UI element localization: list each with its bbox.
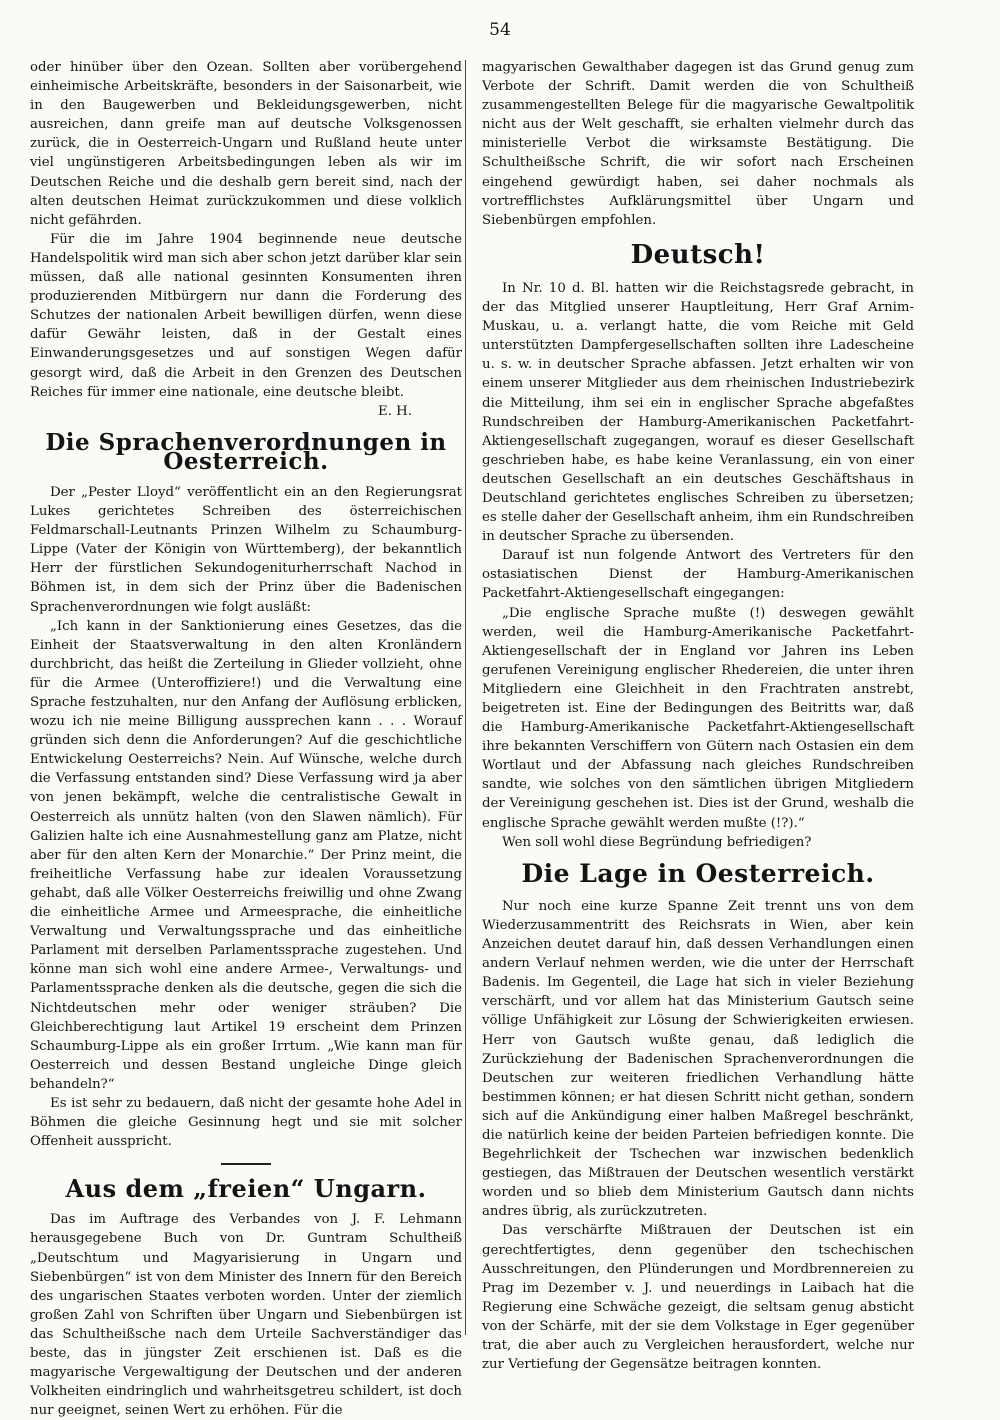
article-title-ungarn: Aus dem „freien“ Ungarn. — [65, 1174, 427, 1204]
intro-paragraph-2: Für die im Jahre 1904 beginnende neue deutsche Handelspolitik wird man sich aber schon jetzt darüber klar sein müssen, daß alle national gesinnten Konsumenten ihren produzierenden Mitbürgern nur dann die Forderung des Schutzes der nationalen Arbeit bewilligen dürfen, wenn diese dafür Gewähr leisten, daß in der Gestalt eines Einwanderungsgesetzes und auf sonstigen Wegen dafür gesorgt wird, daß die Arbeit in den Grenzen des Deutschen Reiches für immer eine nationale, eine deutsche bleibt. — [30, 231, 462, 400]
sprach-paragraph-3: Es ist sehr zu bedauern, daß nicht der gesamte hohe Adel in Böhmen die gleiche Gesinnung hegt und sie mit solcher Offenheit ausspricht. — [30, 1095, 462, 1150]
column-divider — [465, 60, 466, 1335]
right-column — [482, 58, 914, 1374]
intro-signature: E. H. — [378, 403, 412, 419]
sprach-paragraph-2: „Ich kann in der Sanktionierung eines Gesetzes, das die Einheit der Staatsverwaltung in den alten Kronländern durchbricht, das heißt die Zerteilung in Glieder vollzieht, ohne für die Armee (Unteroffiziere!) und die Verwaltung eine Sprache festzuhalten, nur den Anfang der Auflösung erblicken, wozu ich nie meine Billigung aussprechen kann . . . Worauf gründen sich denn die Anforderungen? Auf die geschichtliche Entwickelung Oesterreichs? Nein. Auf Wünsche, welche durch die Verfassung entstanden sind? Diese Verfassung wird ja aber von jenen bekämpft, welche die centralistische Gewalt in Oesterreich als unnütz halten (von den Slawen nämlich). Für Galizien halte ich eine Ausnahmestellung ganz am Platze, nicht aber für den alten Kern der Monarchie.“ Der Prinz meint, die freiheitliche Verfassung habe zur idealen Voraussetzung gehabt, daß alle Völker Oesterreichs freiwillig und ohne Zwang die einheitliche Armee und Armeesprache, die einheitliche Verwaltung und Verwaltungssprache und das einheitliche Parlament mit derselben Parlamentssprache zugestehen. Und könne man sich wohl eine andere Armee-, Verwaltungs- und Parlamentssprache denken als die deutsche, gegen die sich die Nichtdeutschen mehr oder weniger sträuben? Die Gleichberechtigung laut Artikel 19 erscheint dem Prinzen Schaumburg-Lippe als ein großer Irrtum. „Wie kann man für Oesterreich und dessen Bestand ungleiche Dinge gleich behandeln?“ — [30, 618, 462, 1092]
left-column — [30, 58, 462, 1420]
lage-paragraph-2: Das verschärfte Mißtrauen der Deutschen ist ein gerechtfertigtes, denn gegenüber den tschechischen Ausschreitungen, den Plünderungen und Mordbrennereien zu Prag im Dezember v. J. und neuerdings in Laibach hat die Regierung eine Schwäche gezeigt, die seltsam genug absticht von der Schärfe, mit der sie dem Volkstage in Eger gegenüber trat, die aber auch zu Vergleichen herausfordert, welche nur zur Vertiefung der Gegensätze beitragen konnten. — [482, 1223, 914, 1373]
intro-paragraph-1: oder hinüber über den Ozean. Sollten aber vorübergehend einheimische Arbeitskräfte, besonders in der Saisonarbeit, wie in den Baugewerben und Bekleidungsgewerben, nicht ausreichen, dann greife man auf deutsche Volksgenossen zurück, die in Oesterreich-Ungarn und Rußland heute unter viel ungünstigeren Arbeitsbedingungen leben als wir im Deutschen Reiche und die deshalb gern bereit sind, nach der alten deutschen Heimat zurückzukommen und diese volklich nicht gefährden. — [30, 60, 462, 228]
ungarn-continuation: magyarischen Gewalthaber dagegen ist das Grund genug zum Verbote der Schrift. Damit werden die von Schultheiß zusammengestellten Belege für die magyarische Gewaltpolitik nicht aus der Welt geschafft, sie erhalten vielmehr durch das ministerielle Verbot die wirksamste Bestätigung. Die Schultheißsche Schrift, die wir sofort nach Erscheinen eingehend gewürdigt haben, sei daher nochmals als vortrefflichstes Aufklärungsmittel über Ungarn und Siebenbürgen empfohlen. — [482, 60, 914, 228]
deutsch-paragraph-4: Wen soll wohl diese Begründung befriedigen? — [502, 834, 812, 850]
deutsch-paragraph-2: Darauf ist nun folgende Antwort des Vertreters für den ostasiatischen Dienst der Hamburg-Amerikanischen Packetfahrt-Aktiengesellschaft eingegangen: — [482, 548, 914, 602]
article-title-deutsch: Deutsch! — [630, 239, 766, 270]
sprach-paragraph-1: Der „Pester Lloyd“ veröffentlicht ein an den Regierungsrat Lukes gerichtetes Schreiben des österreichischen Feldmarschall-Leutnants Prinzen Wilhelm zu Schaumburg-Lippe (Vater der Königin von Württemberg), der bekanntlich Herr der fürstlichen Sekundogeniturherrschaft Nachod in Böhmen ist, in dem sich der Prinz über die Badenischen Sprachenverordnungen wie folgt ausläßt: — [30, 484, 462, 615]
section-rule — [221, 1163, 271, 1165]
article-title-lage: Die Lage in Oesterreich. — [521, 858, 875, 888]
page-number: 54 — [489, 20, 511, 40]
deutsch-paragraph-3: „Die englische Sprache mußte (!) deswegen gewählt werden, weil die Hamburg-Amerikanische Packetfahrt-Aktiengesellschaft der in England vor Jahren ins Leben gerufenen Vereinigung englischer Rhedereien, die unter ihren Mitgliedern eine Gleichheit in den Frachtraten anstrebt, beigetreten ist. Eine der Bedingungen des Beitritts war, daß die Hamburg-Amerikanische Packetfahrt-Aktiengesellschaft ihre bekannten Verschiffern von Gütern nach Ostasien ein dem Wortlaut und der Abfassung nach gleiches Rundschreiben sandte, wie solches von den sämtlichen übrigen Mitgliedern der Vereinigung geschehen ist. Dies ist der Grund, weshalb die englische Sprache gewählt werden mußte (!?).“ — [482, 605, 914, 831]
article-title-sprachenverordnungen: Die Sprachenverordnungen in Oesterreich. — [45, 428, 447, 475]
lage-paragraph-1: Nur noch eine kurze Spanne Zeit trennt uns von dem Wiederzusammentritt des Reichsrats in Wien, aber kein Anzeichen deutet darauf hin, daß dessen Verhandlungen einen andern Verlauf nehmen werden, wie die unter der Herrschaft Badenis. Im Gegenteil, die Lage hat sich in vieler Beziehung verschärft, und vor allem hat das Ministerium Gautsch seine völlige Unfähigkeit zur Lösung der Schwierigkeiten erwiesen. Herr von Gautsch wußte genau, daß lediglich die Zurückziehung der Badenischen Sprachenverordnungen die Deutschen zur weiteren friedlichen Verhandlung hätte bestimmen können; er hat diesen Schritt nicht gethan, sondern sich auf die Ankündigung einer halben Maßregel beschränkt, die natürlich keine der beiden Parteien befriedigen konnte. Die Begehrlichkeit der Tschechen war inzwischen bedenklich gestiegen, das Mißtrauen der Deutschen wesentlich verstärkt worden und so blieb dem Ministerium Gautsch dann nichts andres übrig, als zurückzutreten. — [482, 898, 914, 1220]
ungarn-paragraph-1: Das im Auftrage des Verbandes von J. F. Lehmann herausgegebene Buch von Dr. Guntram Schultheiß „Deutschtum und Magyarisierung in Ungarn und Siebenbürgen“ ist von dem Minister des Innern für den Bereich des ungarischen Staates verboten worden. Unter der ziemlich großen Zahl von Schriften über Ungarn und Siebenbürgen ist das Schultheißsche nach dem Urteile Sachverständiger das beste, das in jüngster Zeit erschienen ist. Daß es die magyarische Vergewaltigung der Deutschen und der anderen Volkheiten eindringlich und wahrheitsgetreu schildert, ist doch nur geeignet, seinen Wert zu erhöhen. Für die — [30, 1212, 462, 1419]
deutsch-paragraph-1: In Nr. 10 d. Bl. hatten wir die Reichstagsrede gebracht, in der das Mitglied unserer Hauptleitung, Herr Graf Arnim-Muskau, u. a. verlangt hatte, die vom Reiche mit Geld unterstützten Dampfergesellschaften sollten ihre Ladescheine u. s. w. in deutscher Sprache abfassen. Jetzt erhalten wir von einem unserer Mitglieder aus dem rheinischen Industriebezirk die Mitteilung, ihm sei ein in englischer Sprache abgefaßtes Rundschreiben der Hamburg-Amerikanischen Packetfahrt-Aktiengesellschaft zugegangen, worauf es dieser Gesellschaft geschrieben habe, es habe keine Veranlassung, ein von einer deutschen Gesellschaft an ein deutsches Geschäftshaus in Deutschland gerichtetes englisches Schreiben zu übersetzen; es stelle daher der Gesellschaft anheim, ihm ein Rundschreiben in deutscher Sprache zu übersenden. — [482, 280, 914, 545]
